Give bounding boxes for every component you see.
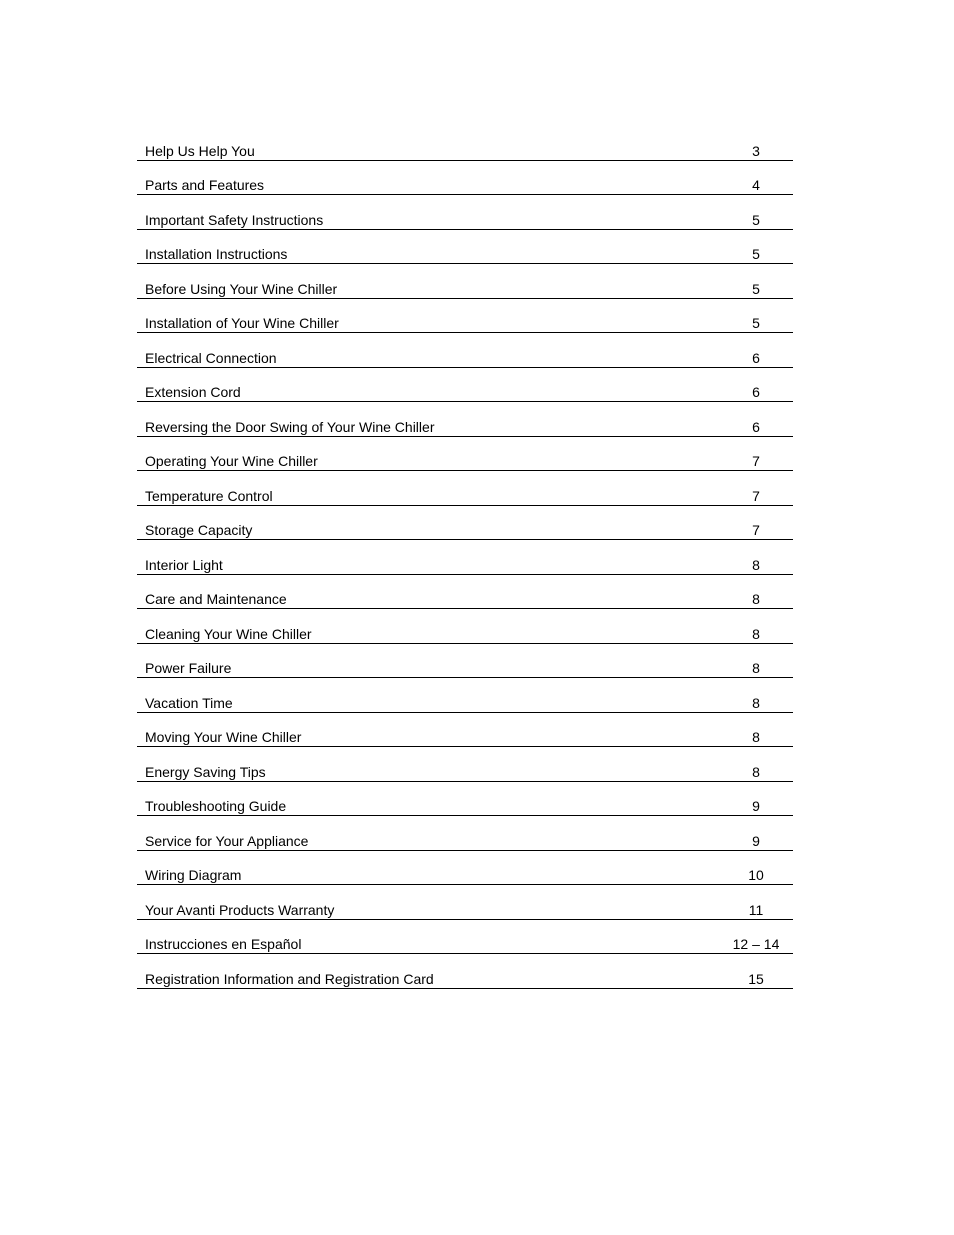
toc-entry [137, 644, 793, 679]
toc-entry-page: 5 [752, 246, 760, 262]
toc-entry [137, 540, 793, 575]
toc-entry-title: Energy Saving Tips [145, 763, 266, 780]
toc-entry-title: Wiring Diagram [145, 867, 242, 883]
toc-entry [137, 506, 793, 541]
toc-entry [137, 575, 793, 610]
toc-entry-page: 8 [752, 729, 760, 745]
toc-entry-title: Installation of Your Wine Chiller [145, 315, 339, 331]
toc-entry [137, 713, 793, 748]
toc-entry-title: Parts and Features [145, 177, 265, 193]
toc-entry-title: Moving Your Wine Chiller [145, 729, 302, 745]
toc-entry [137, 402, 793, 437]
toc-entry-title: Important Safety Instructions [145, 211, 324, 228]
toc-entry-page: 3 [752, 142, 760, 159]
toc-entry [137, 368, 793, 403]
toc-entry-title: Power Failure [145, 660, 232, 676]
toc-entry [137, 195, 793, 230]
toc-entry-title: Storage Capacity [145, 522, 253, 538]
toc-entry-title: Before Using Your Wine Chiller [145, 280, 338, 297]
toc-entry [137, 471, 793, 506]
toc-entry-page: 8 [752, 660, 760, 676]
toc-entry-page: 10 [748, 867, 764, 883]
toc-entry-page: 4 [752, 177, 760, 193]
toc-entry [137, 885, 793, 920]
toc-entry [137, 299, 793, 334]
toc-entry-title: Care and Maintenance [145, 591, 287, 607]
toc-entry-page: 7 [752, 522, 760, 538]
toc-entry [137, 920, 793, 955]
toc-entry [137, 609, 793, 644]
table-of-contents [137, 126, 793, 989]
toc-entry [137, 678, 793, 713]
toc-entry-title: Electrical Connection [145, 349, 277, 366]
toc-entry [137, 782, 793, 817]
toc-entry [137, 816, 793, 851]
toc-entry-page: 15 [748, 970, 764, 987]
toc-entry-page: 6 [752, 349, 760, 366]
toc-entry-title: Help Us Help You [145, 142, 255, 159]
toc-entry-title: Troubleshooting Guide [145, 798, 287, 814]
toc-entry-title: Vacation Time [145, 694, 233, 711]
toc-entry-title: Registration Information and Registration Card [145, 970, 434, 987]
toc-entry [137, 126, 793, 161]
toc-entry-page: 6 [752, 384, 760, 400]
toc-entry-title: Cleaning Your Wine Chiller [145, 625, 312, 642]
toc-entry [137, 333, 793, 368]
toc-entry-page: 6 [752, 418, 760, 435]
toc-entry-page: 5 [752, 211, 760, 228]
toc-entry [137, 747, 793, 782]
toc-entry-title: Extension Cord [145, 384, 241, 400]
toc-entry-title: Service for Your Appliance [145, 832, 309, 849]
toc-entry-page: 8 [752, 591, 760, 607]
toc-entry-title: Instrucciones en Español [145, 936, 302, 952]
toc-entry [137, 230, 793, 265]
toc-entry-title: Operating Your Wine Chiller [145, 453, 318, 469]
toc-entry-page: 8 [752, 625, 760, 642]
toc-entry-page: 7 [752, 453, 760, 469]
toc-entry [137, 954, 793, 989]
toc-entry [137, 161, 793, 196]
toc-entry-page: 8 [752, 556, 760, 573]
toc-entry-page: 7 [752, 487, 760, 504]
toc-entry [137, 437, 793, 472]
toc-entry-title: Interior Light [145, 556, 223, 573]
toc-entry-title: Your Avanti Products Warranty [145, 901, 335, 918]
toc-entry-title: Reversing the Door Swing of Your Wine Chiller [145, 418, 435, 435]
toc-entry-page: 12 – 14 [732, 936, 780, 952]
toc-entry [137, 264, 793, 299]
toc-entry-page: 9 [752, 832, 760, 849]
toc-entry-title: Temperature Control [145, 487, 273, 504]
toc-entry [137, 851, 793, 886]
toc-entry-page: 5 [752, 315, 760, 331]
toc-entry-page: 8 [752, 763, 760, 780]
toc-entry-page: 8 [752, 694, 760, 711]
toc-entry-page: 5 [752, 280, 760, 297]
toc-entry-page: 9 [752, 798, 760, 814]
toc-entry-title: Installation Instructions [145, 246, 288, 262]
toc-entry-page: 11 [748, 901, 764, 918]
